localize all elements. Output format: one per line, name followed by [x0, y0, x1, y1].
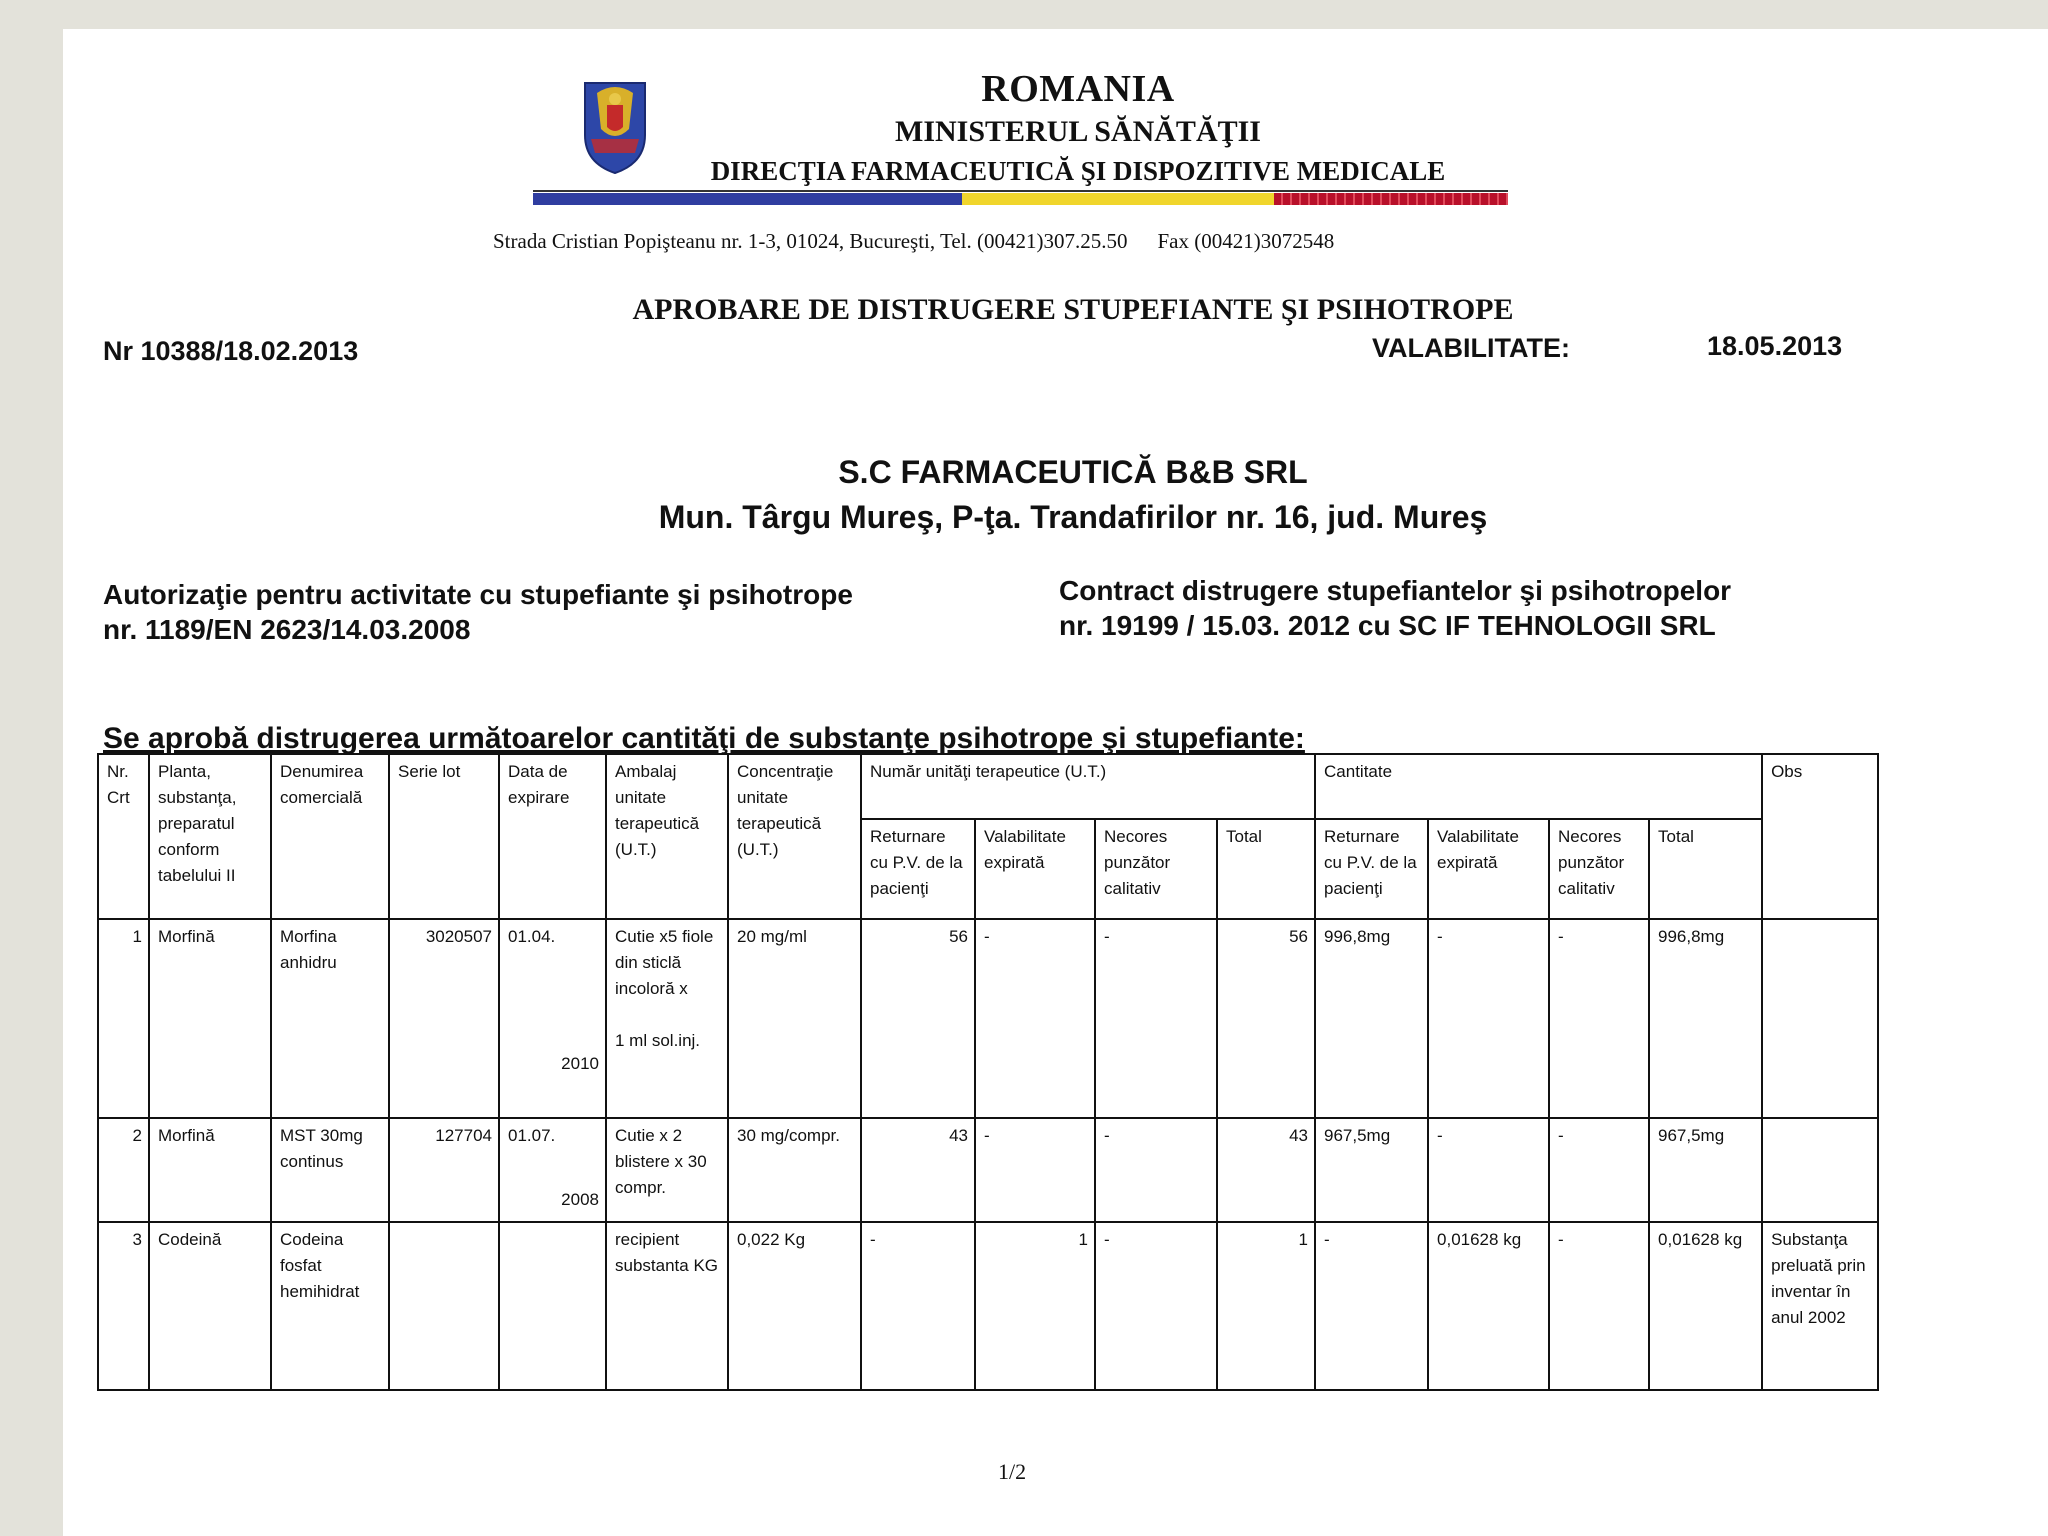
row2-data-bottom: 2008: [561, 1190, 599, 1209]
document-number: Nr 10388/18.02.2013: [103, 336, 359, 366]
header-c-valabilitate: Valabilitate expirată: [1428, 819, 1549, 919]
header-ut-valabilitate: Valabilitate expirată: [975, 819, 1095, 919]
document-page: [63, 29, 2048, 1536]
row2-c-total: 967,5mg: [1649, 1118, 1762, 1222]
row3-denumirea: Codeina fosfat hemihidrat: [271, 1222, 389, 1390]
row3-data: [499, 1222, 606, 1390]
authorization-line1: Autorizaţie pentru activitate cu stupefiante şi psihotrope: [103, 579, 853, 610]
header-c-necores: Necores punzător calitativ: [1549, 819, 1649, 919]
row1-data: [499, 919, 606, 1118]
ministry-address: [493, 229, 1653, 254]
row2-c-valabilitate: -: [1428, 1118, 1549, 1222]
row3-concentratie: 0,022 Kg: [728, 1222, 861, 1390]
contract-line1: Contract distrugere stupefiantelor şi psihotropelor: [1059, 575, 1732, 606]
row2-serie: 127704: [389, 1118, 499, 1222]
row3-ut-necores: -: [1095, 1222, 1217, 1390]
row2-ut-returnare: 43: [861, 1118, 975, 1222]
row3-obs: Substanţa preluată prin inventar în anul 2002: [1762, 1222, 1878, 1390]
row2-concentratie: 30 mg/compr.: [728, 1118, 861, 1222]
row3-ut-returnare: -: [861, 1222, 975, 1390]
table-row: [98, 1118, 1878, 1222]
header-nr: Nr. Crt: [98, 754, 149, 919]
row1-serie: 3020507: [389, 919, 499, 1118]
row1-ambalaj-top: Cutie x5 fiole din sticlă incoloră x: [615, 927, 714, 998]
authorization-line2: nr. 1189/EN 2623/14.03.2008: [103, 614, 471, 645]
company-name: S.C FARMACEUTICĂ B&B SRL: [838, 454, 1308, 490]
row3-serie: [389, 1222, 499, 1390]
table-row: [98, 1222, 1878, 1390]
row3-ut-valabilitate: 1: [975, 1222, 1095, 1390]
row2-c-necores: -: [1549, 1118, 1649, 1222]
row1-ut-returnare: 56: [861, 919, 975, 1118]
row2-data: [499, 1118, 606, 1222]
header-serie: Serie lot: [389, 754, 499, 919]
header-ut-necores: Necores punzător calitativ: [1095, 819, 1217, 919]
tricolor-yellow: [962, 193, 1274, 205]
header-concentratie: Concentraţie unitate terapeutică (U.T.): [728, 754, 861, 919]
table-header-row: [98, 754, 1878, 819]
header-ut-returnare: Returnare cu P.V. de la pacienţi: [861, 819, 975, 919]
row1-ambalaj-bottom: 1 ml sol.inj.: [615, 1031, 701, 1050]
destruction-table: [97, 753, 1879, 1391]
tricolor-bar: [533, 193, 1508, 205]
row1-data-bottom: 2010: [561, 1054, 599, 1073]
header-rule: [533, 190, 1508, 192]
header-data: Data de expirare: [499, 754, 606, 919]
row3-c-valabilitate: 0,01628 kg: [1428, 1222, 1549, 1390]
header-ministry: MINISTERUL SĂNĂTĂŢII: [895, 115, 1261, 148]
row1-ut-necores: -: [1095, 919, 1217, 1118]
header-planta: Planta, substanţa, preparatul conform tabelului II: [149, 754, 271, 919]
fax-text: Fax (00421)3072548: [1157, 229, 1335, 253]
table-row: [98, 919, 1878, 1118]
tricolor-blue: [533, 193, 962, 205]
header-c-total: Total: [1649, 819, 1762, 919]
header-cantitate: Cantitate: [1315, 754, 1762, 819]
row2-ut-valabilitate: -: [975, 1118, 1095, 1222]
row3-nr: 3: [98, 1222, 149, 1390]
row1-planta: Morfină: [149, 919, 271, 1118]
row1-c-returnare: 996,8mg: [1315, 919, 1428, 1118]
header-country: ROMANIA: [981, 68, 1175, 110]
address-text: Strada Cristian Popişteanu nr. 1-3, 01024, Bucureşti, Tel. (00421)307.25.50: [493, 229, 1128, 253]
row3-ut-total: 1: [1217, 1222, 1315, 1390]
row2-ut-total: 43: [1217, 1118, 1315, 1222]
header-c-returnare: Returnare cu P.V. de la pacienţi: [1315, 819, 1428, 919]
row1-concentratie: 20 mg/ml: [728, 919, 861, 1118]
row2-nr: 2: [98, 1118, 149, 1222]
row2-ambalaj: Cutie x 2 blistere x 30 compr.: [606, 1118, 728, 1222]
row1-ambalaj: [606, 919, 728, 1118]
row3-planta: Codeină: [149, 1222, 271, 1390]
row2-ut-necores: -: [1095, 1118, 1217, 1222]
header-ambalaj: Ambalaj unitate terapeutică (U.T.): [606, 754, 728, 919]
row2-planta: Morfină: [149, 1118, 271, 1222]
row2-denumirea: MST 30mg continus: [271, 1118, 389, 1222]
row1-ut-valabilitate: -: [975, 919, 1095, 1118]
row3-c-returnare: -: [1315, 1222, 1428, 1390]
header-directorate: DIRECŢIA FARMACEUTICĂ ŞI DISPOZITIVE MEDICALE: [710, 156, 1446, 186]
validity-date: 18.05.2013: [1707, 331, 1843, 361]
row3-c-total: 0,01628 kg: [1649, 1222, 1762, 1390]
row1-c-total: 996,8mg: [1649, 919, 1762, 1118]
row1-denumirea: Morfina anhidru: [271, 919, 389, 1118]
approval-text: Se aprobă distrugerea următoarelor cantităţi de substanţe psihotrope şi stupefiante:: [103, 722, 1305, 755]
contract-line2: nr. 19199 / 15.03. 2012 cu SC IF TEHNOLOGII SRL: [1059, 610, 1716, 641]
row1-data-top: 01.04.: [508, 927, 556, 946]
document-title: APROBARE DE DISTRUGERE STUPEFIANTE ŞI PSIHOTROPE: [632, 293, 1514, 326]
validity-label: VALABILITATE:: [1372, 333, 1570, 363]
row1-c-necores: -: [1549, 919, 1649, 1118]
row2-c-returnare: 967,5mg: [1315, 1118, 1428, 1222]
row1-nr: 1: [98, 919, 149, 1118]
row3-ambalaj: recipient substanta KG: [606, 1222, 728, 1390]
row1-obs: [1762, 919, 1878, 1118]
row2-data-top: 01.07.: [508, 1126, 556, 1145]
header-obs: Obs: [1762, 754, 1878, 919]
company-address: Mun. Târgu Mureş, P-ţa. Trandafirilor nr. 16, jud. Mureş: [658, 499, 1488, 535]
row1-ut-total: 56: [1217, 919, 1315, 1118]
page-number: 1/2: [998, 1459, 1027, 1484]
header-numar-ut: Număr unităţi terapeutice (U.T.): [861, 754, 1315, 819]
header-ut-total: Total: [1217, 819, 1315, 919]
romania-coat-of-arms-icon: [577, 77, 653, 175]
header-denumirea: Denumirea comercială: [271, 754, 389, 919]
row2-obs: [1762, 1118, 1878, 1222]
row1-c-valabilitate: -: [1428, 919, 1549, 1118]
tricolor-red: [1274, 193, 1508, 205]
row3-c-necores: -: [1549, 1222, 1649, 1390]
